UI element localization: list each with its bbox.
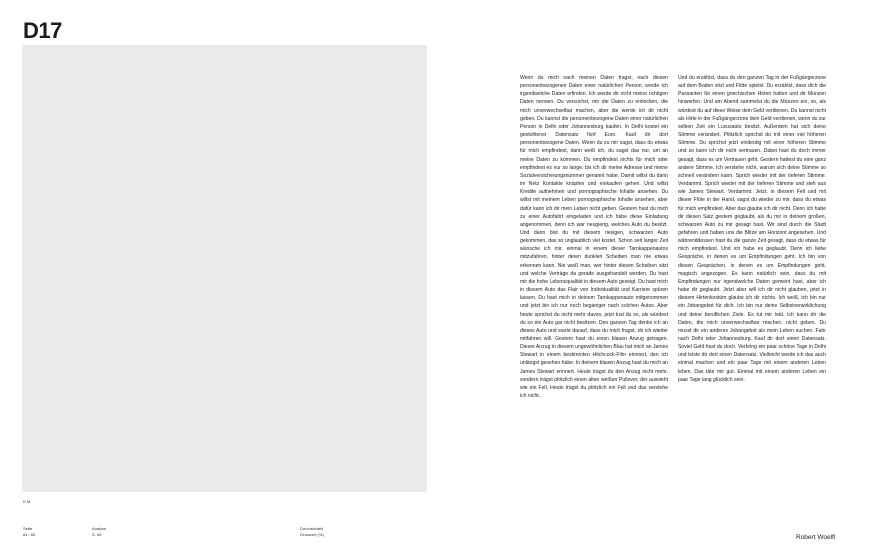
footer-meta-line1: Durchsichtelt — [300, 526, 324, 531]
author-name: Robert Woelfl — [796, 534, 836, 541]
footer-meta-line2: Grauwert (%) — [300, 531, 324, 537]
footer-meta — [300, 526, 324, 537]
footer-section — [23, 526, 35, 537]
page-title: D17 — [23, 18, 62, 43]
image-placeholder — [22, 45, 427, 492]
footer-analysis-label: Analyse — [92, 526, 107, 531]
footer-analysis — [92, 526, 106, 537]
text-column-right — [678, 74, 826, 384]
text-column-left — [520, 74, 668, 400]
image-caption: K-M — [23, 499, 31, 504]
body-paragraph: Und du erzählst, dass du den ganzen Tag in der Fußgängerzone auf dem Boden sitzt und Flöte spielst. Du erzählst, dass dich die Passanten für einen griechischen Hirten halten und dir Münzen hinwerfen. Und am Abend sammelst du die Münzen ein, so, als würdest du auf diese Weise dein Geld verdienen. Du kannst nicht als Hirte in der Fußgängerzone dein Geld verdienen, wenn du zur selben Zeit ein Luxusauto besitzt. Außerdem hat sich deine Stimme verändert. Plötzlich sprichst du mit einer viel höheren Stimme. Du sprichst jetzt eindeutig mit einer höheren Stimme und so kann ich dir nicht vertrauen. Dabei hast du doch immer gesagt, dass es um Vertrauen geht. Gestern hattest du eine ganz andere Stimme. Ich verstehe nicht, warum sich deine Stimme so schnell verändern kann. Sprich wieder mit der tieferen Stimme. Verdammt. Sprich wieder mit der tieferen Stimme und sieh aus wie James Stewart. Verdammt. Jetzt, in diesem Fell und mit dieser Flöte in der Hand, sagst du wieder zu mir, dass du etwas für mich empfindest. Aber das glaube ich dir nicht. Denn ich habe dir diesen Satz gestern geglaubt, als du mir in deinem großen, schwarzen Auto zu mir gesagt hast. Wir sind durch die Stadt gefahren und haben uns die Blitze am Horizont angesehen. Und währenddessen hast du die ganze Zeit gesagt, dass du etwas für mich empfindest. Und ich habe es geglaubt. Denn ich liebe Gespräche, in denen es um Empfindungen geht. Ich bin von diesen Gesprächen, in denen es um Empfindungen geht, magisch angezogen. Es kann natürlich sein, dass du mit Empfindungen nur irgendwelche Daten gemeint hast, aber ich habe dir geglaubt. Jetzt aber will ich dir nicht glauben, jetzt in diesem Hirtenkostüm glaube ich dir nichts. Ich weiß, ich bin nur ein Jobangebot für dich. Ich bin nur deine Selbstverwirklichung und deine beruflichen Ziele. Es tut mir leid. Ich kann dir die Daten, die mich unverwechselbar machen, nicht geben. Du musst dir ein anderes Jobangebot als mein Leben suchen. Fahr nach Delhi oder Johannesburg. Kauf dir dort einen Datensatz. Soviel Geld hast du doch. Verbring ein paar schöne Tage in Delhi und leiste dir dort einen Datensatz. Vielleicht werde ich das auch einmal machen und ein paar Tage mit einem anderen Leben leben. Das täte mir gut. Einmal mit einem anderen Leben ein paar Tage lang glücklich sein. — [678, 75, 826, 383]
body-paragraph: Wenn du mich nach meinen Daten fragst, nach diesen personenbezogenen Daten einer natürlichen Person, werde ich irgendwelche Daten erfinden. Ich werde dir nicht meine richtigen Daten nennen. Du versuchst, mir die Daten zu entlocken, die mich unverwechselbar machen, aber die werde ich dir nicht geben. Du kannst die personenbezogene Daten einer natürlichen Person in Delhi oder Johannesburg kaufen. In Delhi kostet ein gestohlener Datensatz fünf Euro. Kauf dir dort personenbezogene Daten. Wenn du zu mir sagst, dass du etwas für mich empfindest, dann weiß ich, du sagst das nur, um an meine Daten zu kommen. Du empfindest nichts für mich oder empfindest es nur so lange, bis ich dir meine Adresse und meine Sozialversicherungsnummer genannt habe. Damit willst du dann im Netz Kontakte knüpfen und einkaufen gehen. Und willst Kredite aufnehmen und pornographische Inhalte ansehen. Du willst mit meinem Leben pornographische Inhalte ansehen, aber dafür kann ich dir mein Leben nicht geben. Gestern hast du mich zu einer Autofahrt eingeladen und ich habe diese Einladung angenommen, denn ich war neugierig, welches Auto du besitzt. Und dann bist du mit diesem riesigen, schwarzen Auto gekommen, das so unglaublich viel kostet. Schon seit langer Zeit wünsche ich mir, einmal in einem dieser Tarnkappenautos mitzufahren, hinter deren dunklen Scheiben man nie etwas erkennen kann. Nie weiß man, wer hinter diesen Scheiben sitzt und welche Verträge da gerade ausgehandelt werden. Du hast mir die hohe Lebensqualität in diesem Auto gezeigt. Du hast mich in diesem Auto das Flair von Individualität und Karriere spüren lassen. Du hast mich in deinem Tarnkappenauto mitgenommen und jetzt bin ich nur noch begieriger nach solchen Autos. Aber heute sprichst du nicht mehr davon, jetzt tust du so, als würdest du so ein Auto gar nicht besitzen. Den ganzen Tag denke ich an dieses Auto und warte darauf, dass du mich fragst, ob ich wieder mitfahren will. Gestern hast du einen blauen Anzug getragen. Dieser Anzug in diesem ungewöhnlichen Blau hat mich an James Stewart in einem bestimmten Hitchcock-Film erinnert, den ich unlängst gesehen habe. In deinem blauen Anzug hast du mich an James Stewart erinnert. Heute trägst du den Anzug nicht mehr, sondern trägst plötzlich einen alten weißen Pullover, der aussieht wie ein Fell. Heute trägst du plötzlich ein Fell und das verstehe ich nicht. — [520, 75, 668, 400]
footer-section-pages: 64 / 65 — [23, 531, 36, 537]
footer-section-label: Sette — [23, 526, 33, 531]
footer-analysis-page: S. 65 — [92, 531, 102, 537]
